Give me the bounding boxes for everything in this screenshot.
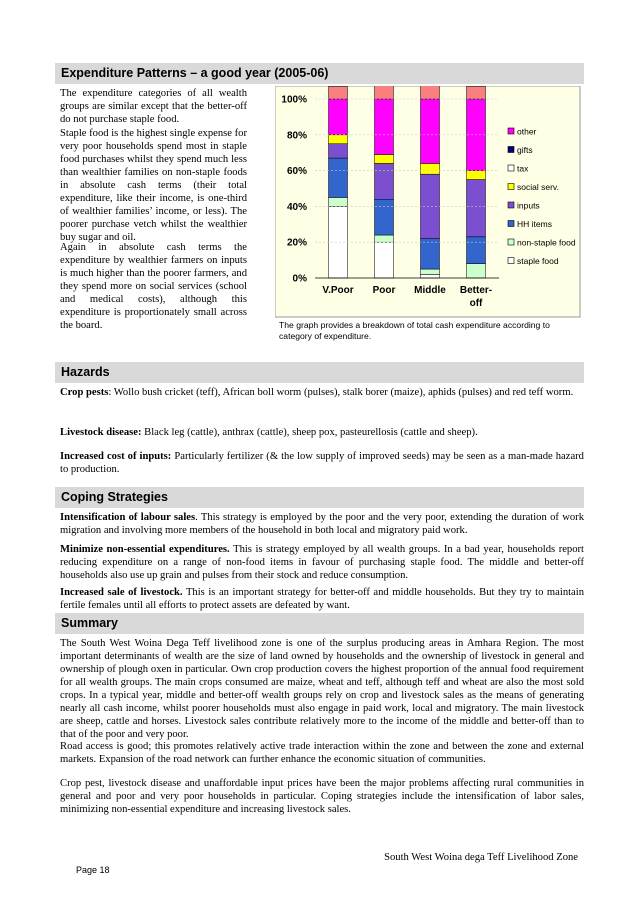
x-tick-label: Poor: [372, 285, 396, 296]
page-number: Page 18: [76, 865, 110, 875]
bar-segment: [329, 99, 348, 135]
hazard-text: : Wollo bush cricket (teff), African boll worm (pulses), stalk borer (maize), aphids (pulses) and red teff worm.: [108, 387, 574, 398]
bar-segment: [421, 86, 440, 99]
footer-zone-name: South West Woina dega Teff Livelihood Zone: [384, 852, 578, 863]
hazard-livestock-disease: [60, 426, 584, 439]
bar-segment: [421, 269, 440, 274]
legend-label: social serv.: [517, 182, 559, 192]
expenditure-paragraph-2: Staple food is the highest single expense for very poor households spend most in staple food purchases whilst they spend much less than wealthier families on non-staple foods in absolute cash terms (their total expenditure, like their income, is one-third of wealthier families’ income, or less). The poorer purchase vetch whilst the wealthier buy sugar and oil.: [60, 128, 247, 243]
bar-segment: [421, 274, 440, 278]
hazard-input-costs: [60, 450, 584, 476]
hazard-label: Crop pests: [60, 387, 109, 398]
legend-swatch: [508, 165, 514, 171]
legend-label: other: [517, 126, 537, 137]
hazard-text: Particularly fertilizer (& the low supply of improved seeds) may be seen as a man-made hazard to production.: [60, 451, 584, 475]
coping-label: Increased sale of livestock.: [60, 587, 183, 598]
coping-text: This is an important strategy for better-off and middle households. But they try to maintain fertile females until all efforts to protect assets are defeated by want.: [60, 587, 585, 611]
section-title: Hazards: [61, 365, 110, 379]
section-title: Coping Strategies: [61, 490, 168, 504]
legend-label: non-staple food: [517, 237, 576, 248]
section-header-summary: [55, 613, 584, 634]
bar-segment: [467, 86, 486, 99]
legend-swatch: [508, 184, 514, 190]
bar-segment: [421, 239, 440, 269]
summary-paragraph-1: The South West Woina Dega Teff livelihood zone is one of the surplus producing areas in Amhara Region. The most important determinants of wealth are the size of land owned by households and the ownership of livestock in general and ownership of plough oxen in particular. Own crop production covers the highest proportion of the annual food requirement for all wealth groups. The main crops consumed are maize, wheat and teff, although teff and wheat are also the most sold crops. In a typical year, middle and better-off wealth groups rely on crop and livestock sales as the means of generating nearly all cash income, whilst poorer households must also engage in paid work, local and migratory. The main livestock are sheep, cattle and horses. Livestock sales contribute relatively more to the income of the middle and better-off than to that of the poor and very poor.: [60, 638, 584, 740]
section-title: Summary: [61, 616, 118, 630]
coping-livestock-sale: [60, 586, 584, 612]
expenditure-chart: [275, 86, 585, 318]
legend-swatch: [508, 147, 514, 153]
legend-label: HH items: [517, 219, 552, 229]
coping-text: . This strategy is employed by the poor and the very poor, extending the duration of work migration and involving more members of the household in both local and migratory paid work.: [60, 512, 584, 536]
bar-segment: [467, 180, 486, 237]
bar-segment: [421, 163, 440, 174]
legend-swatch: [508, 128, 514, 134]
bar-segment: [467, 171, 486, 180]
hazard-crop-pests: [60, 386, 584, 399]
y-tick-label: 60%: [286, 166, 307, 178]
legend-label: tax: [517, 163, 529, 174]
bar-segment: [329, 144, 348, 158]
expenditure-paragraph-3: Again in absolute cash terms the expenditure by wealthier farmers on inputs is much higher than the poorer farmers, and they spend more on social services (school and medical costs), although this expenditure is proportionately small across the board.: [60, 242, 247, 331]
legend-swatch: [508, 221, 514, 227]
bar-segment: [421, 99, 440, 163]
bar-segment: [329, 158, 348, 197]
chart-caption: The graph provides a breakdown of total cash expenditure according to category of expenditure.: [279, 320, 550, 341]
y-tick-label: 40%: [286, 201, 307, 213]
hazard-label: Livestock disease:: [60, 427, 142, 438]
hazard-text: Black leg (cattle), anthrax (cattle), sheep pox, pasteurellosis (cattle and sheep).: [141, 427, 478, 438]
coping-label: Minimize non-essential expenditures.: [60, 544, 230, 555]
legend-swatch: [508, 202, 514, 208]
bar-segment: [375, 163, 394, 199]
x-tick-label: Middle: [414, 285, 446, 296]
bar-segment: [375, 154, 394, 163]
section-title: Expenditure Patterns – a good year (2005-06): [61, 66, 329, 80]
bar-segment: [329, 197, 348, 206]
coping-text: This is strategy employed by all wealth groups. In a bad year, households report reducing expenditure on a range of non-food items in favour of purchasing staple food. The middle and better-off households also use up grain and pulses from their stock and reduce consumption.: [60, 544, 584, 581]
bar-segment: [375, 199, 394, 235]
bar-segment: [375, 235, 394, 242]
bar-segment: [375, 242, 394, 278]
coping-labour-sales: [60, 511, 584, 537]
section-header-hazards: [55, 362, 584, 383]
bar-segment: [375, 99, 394, 154]
expenditure-paragraph-1: The expenditure categories of all wealth groups are similar except that the better-off do not purchase staple food.: [60, 88, 247, 125]
y-tick-label: 100%: [281, 94, 307, 106]
hazard-label: Increased cost of inputs:: [60, 451, 172, 462]
summary-paragraph-2: Road access is good; this promotes relatively active trade interaction within the zone and between the zone and external markets. Expansion of the road network can further enhance the economic situation of communities.: [60, 741, 584, 765]
x-tick-label: Better-off: [459, 285, 493, 309]
x-tick-label: V.Poor: [322, 285, 354, 296]
bar-segment: [329, 135, 348, 144]
bar-segment: [375, 86, 394, 99]
legend-swatch: [508, 258, 514, 264]
section-header-expenditure: [55, 63, 584, 84]
legend-label: gifts: [517, 145, 533, 155]
summary-paragraph-3: Crop pest, livestock disease and unaffordable input prices have been the major problems affecting rural communities in general and poor and very poor households in particular. Coping strategies include the intensification of labor sales, minimizing non-essential expenditure and increasing livestock sales.: [60, 778, 584, 815]
legend-label: staple food: [517, 256, 559, 266]
y-tick-label: 80%: [286, 130, 307, 142]
section-header-coping: [55, 487, 584, 508]
y-tick-label: 0%: [292, 273, 307, 285]
bar-segment: [467, 264, 486, 278]
bar-segment: [467, 237, 486, 264]
coping-minimize-expenditure: [60, 543, 584, 582]
y-tick-label: 20%: [286, 237, 307, 249]
coping-label: Intensification of labour sales: [60, 512, 196, 523]
legend-swatch: [508, 239, 514, 245]
legend-label: inputs: [517, 200, 540, 211]
bar-segment: [329, 86, 348, 99]
